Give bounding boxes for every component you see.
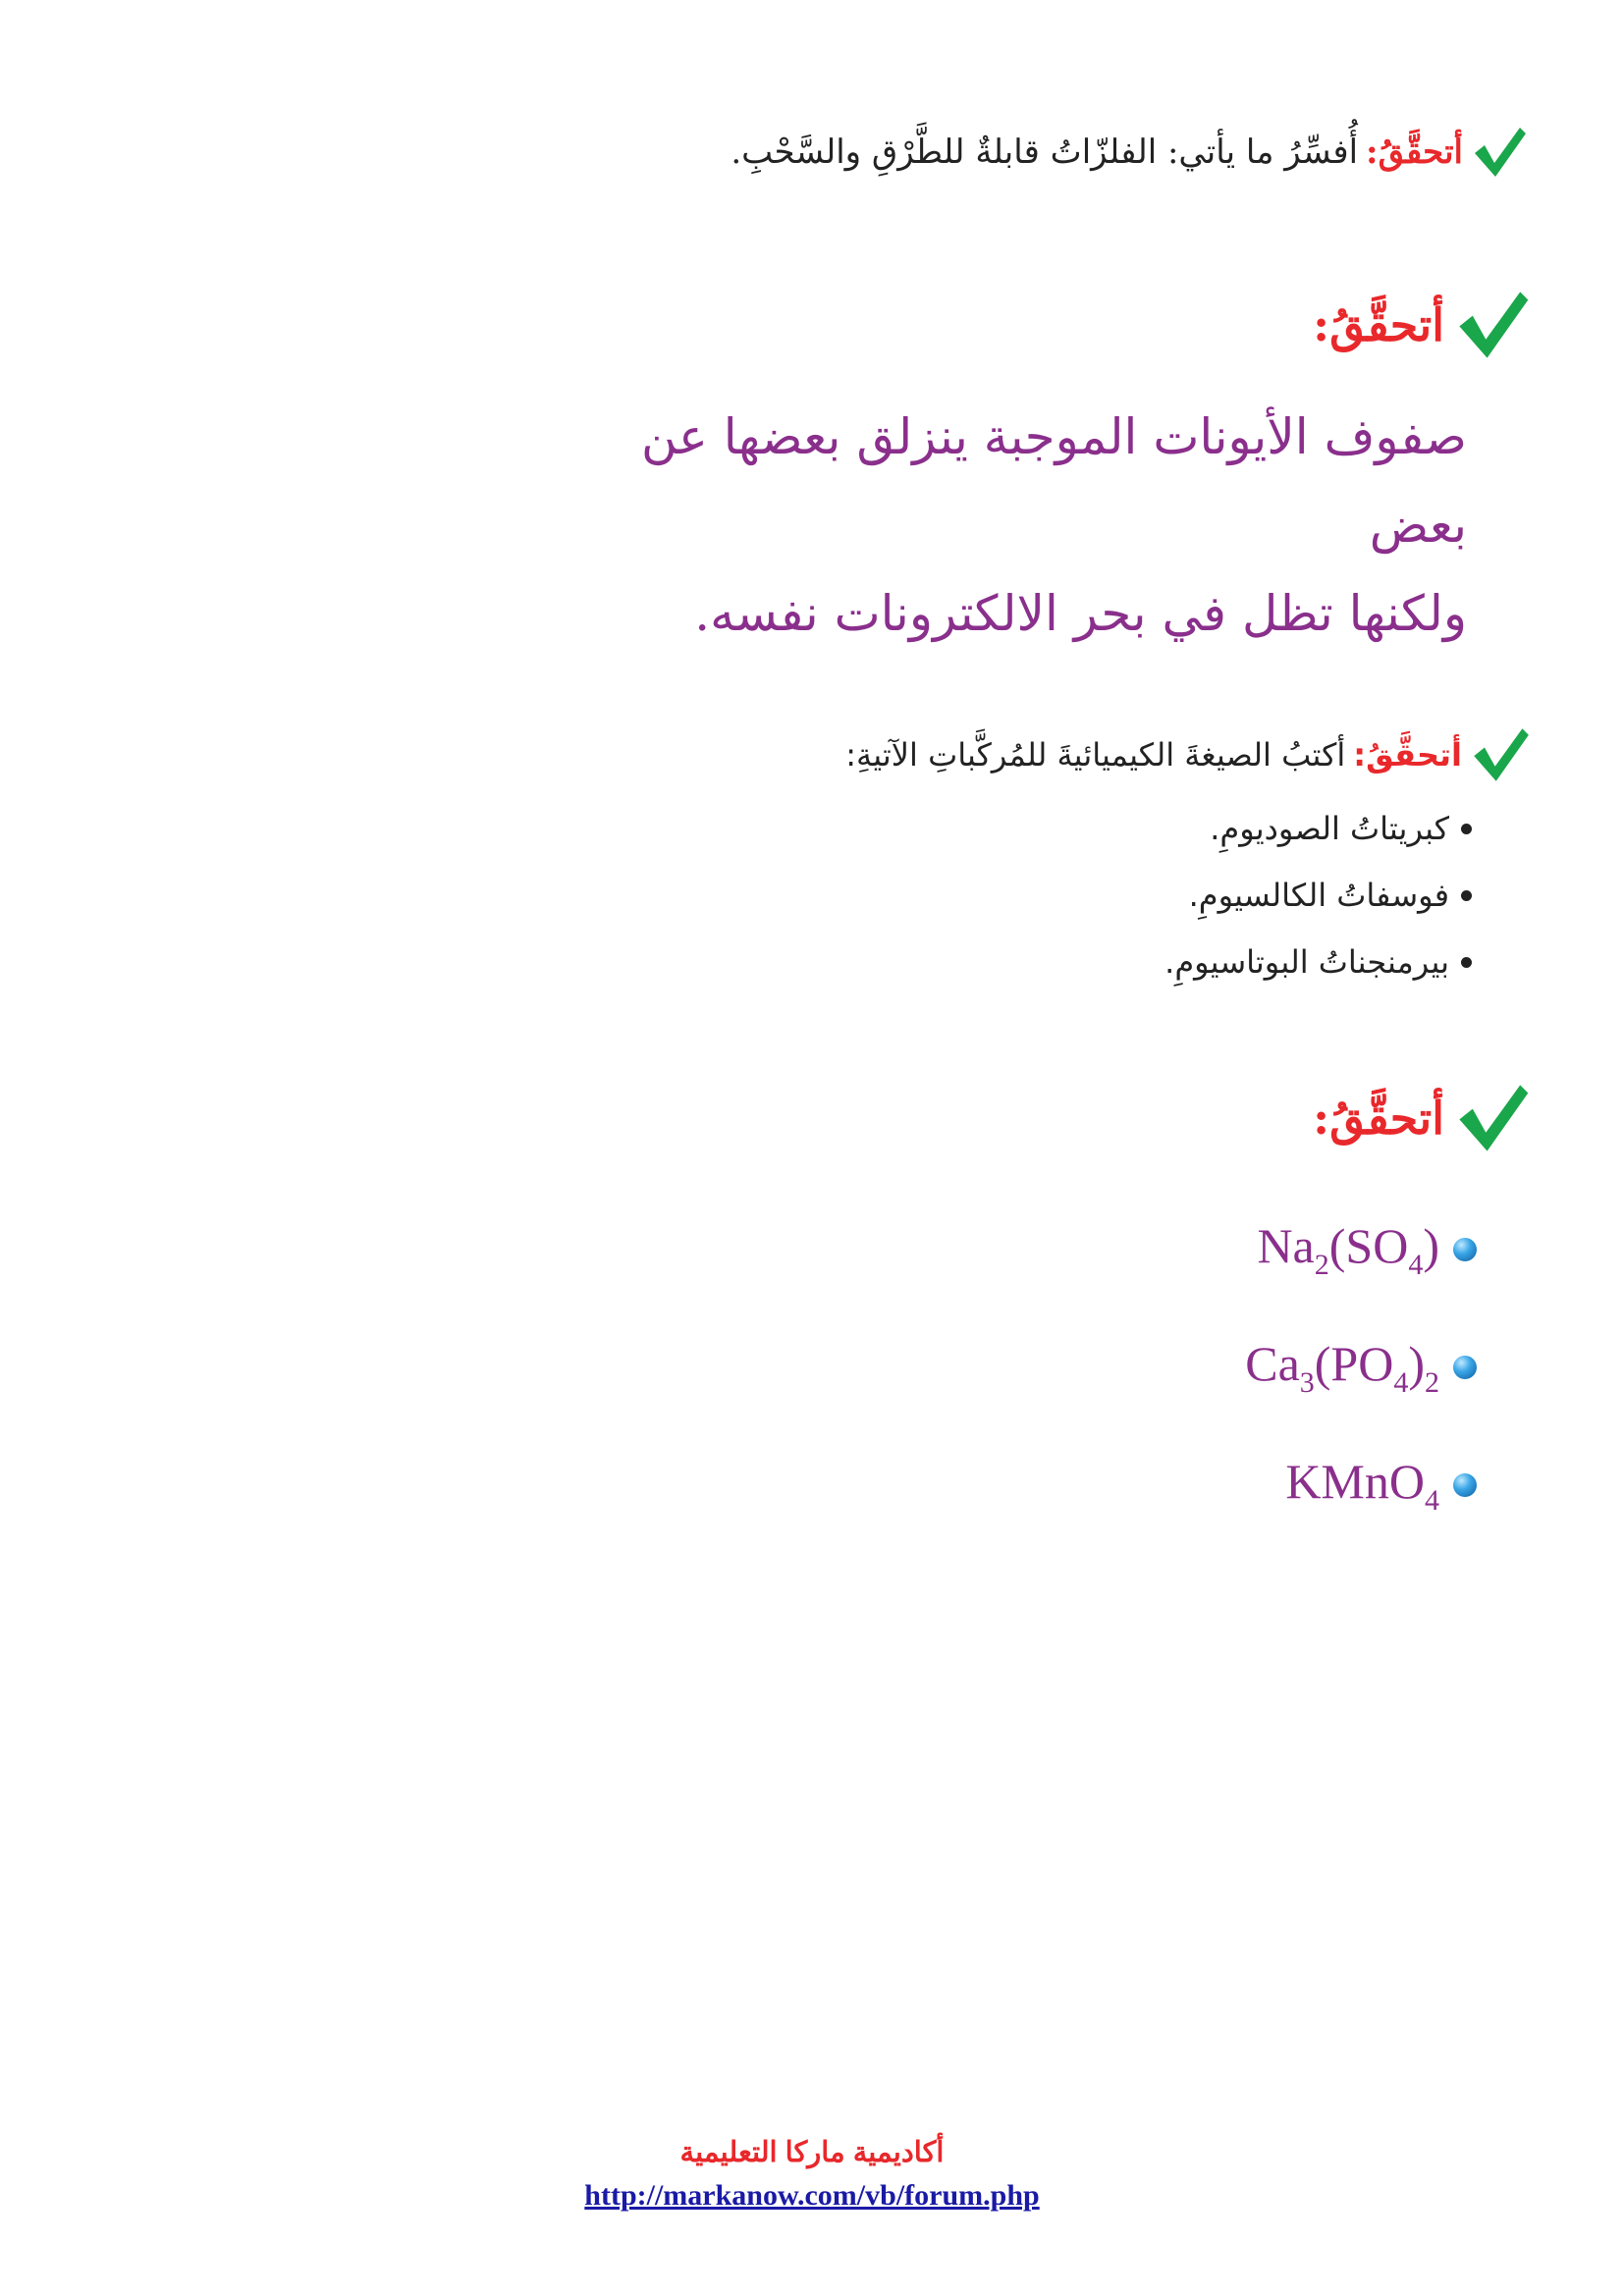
compound-list [845,795,1531,995]
bullet-icon [1461,957,1472,968]
footer-link[interactable]: http://markanow.com/vb/forum.php [584,2179,1040,2212]
bullet-ball-icon [1453,1356,1477,1379]
check-label: أتحقَّقُ: [1353,736,1462,774]
answer-text-2 [583,393,1467,658]
bullet-icon [1461,824,1472,834]
question-text: أكتبُ الصيغةَ الكيميائيةَ للمُركَّباتِ الآتيةِ: [845,736,1346,774]
formula-calcium-phosphate [1245,1335,1477,1400]
bullet-ball-icon [1453,1473,1477,1497]
formula-text: $Ca_3(PO_4)_2$ [1245,1336,1439,1399]
checkmark-icon [1454,1080,1531,1156]
formula-sodium-sulfate [1257,1217,1477,1282]
list-item: كبريتاتُ الصوديومِ. [845,795,1472,862]
check-question-3 [845,724,1531,995]
checkmark-icon [1470,724,1531,785]
question-header [845,724,1531,785]
checkmark-icon [1454,287,1531,363]
check-label: أتحقَّقُ: [1313,298,1444,351]
formula-text: KMnO$_4$ [1285,1454,1439,1517]
checkmark-icon [1471,124,1528,181]
footer [0,2135,1624,2213]
check-label: أتحقَّقُ: [1313,1092,1444,1145]
check-question-1 [731,118,1528,187]
list-item: بيرمنجناتُ البوتاسيومِ. [845,929,1472,995]
formula-text: $Na_2(SO_4)$ [1257,1218,1439,1281]
bullet-ball-icon [1453,1238,1477,1261]
bullet-icon [1461,890,1472,901]
footer-title: أكاديمية ماركا التعليمية [679,2137,945,2168]
formula-potassium-permanganate [1285,1453,1477,1518]
question-text: أُفسِّرُ ما يأتي: الفلزّاتُ قابلةٌ للطَّرْقِ والسَّحْبِ. [731,133,1359,172]
answer-line: صفوف الأيونات الموجبة ينزلق بعضها عن بعض [640,408,1467,554]
check-heading-2 [1313,287,1531,363]
check-heading-4 [1313,1080,1531,1156]
check-label: أتحقَّقُ: [1366,133,1463,172]
answer-line: ولكنها تظل في بحر الالكترونات نفسه. [694,585,1467,642]
list-item: فوسفاتُ الكالسيومِ. [845,862,1472,929]
